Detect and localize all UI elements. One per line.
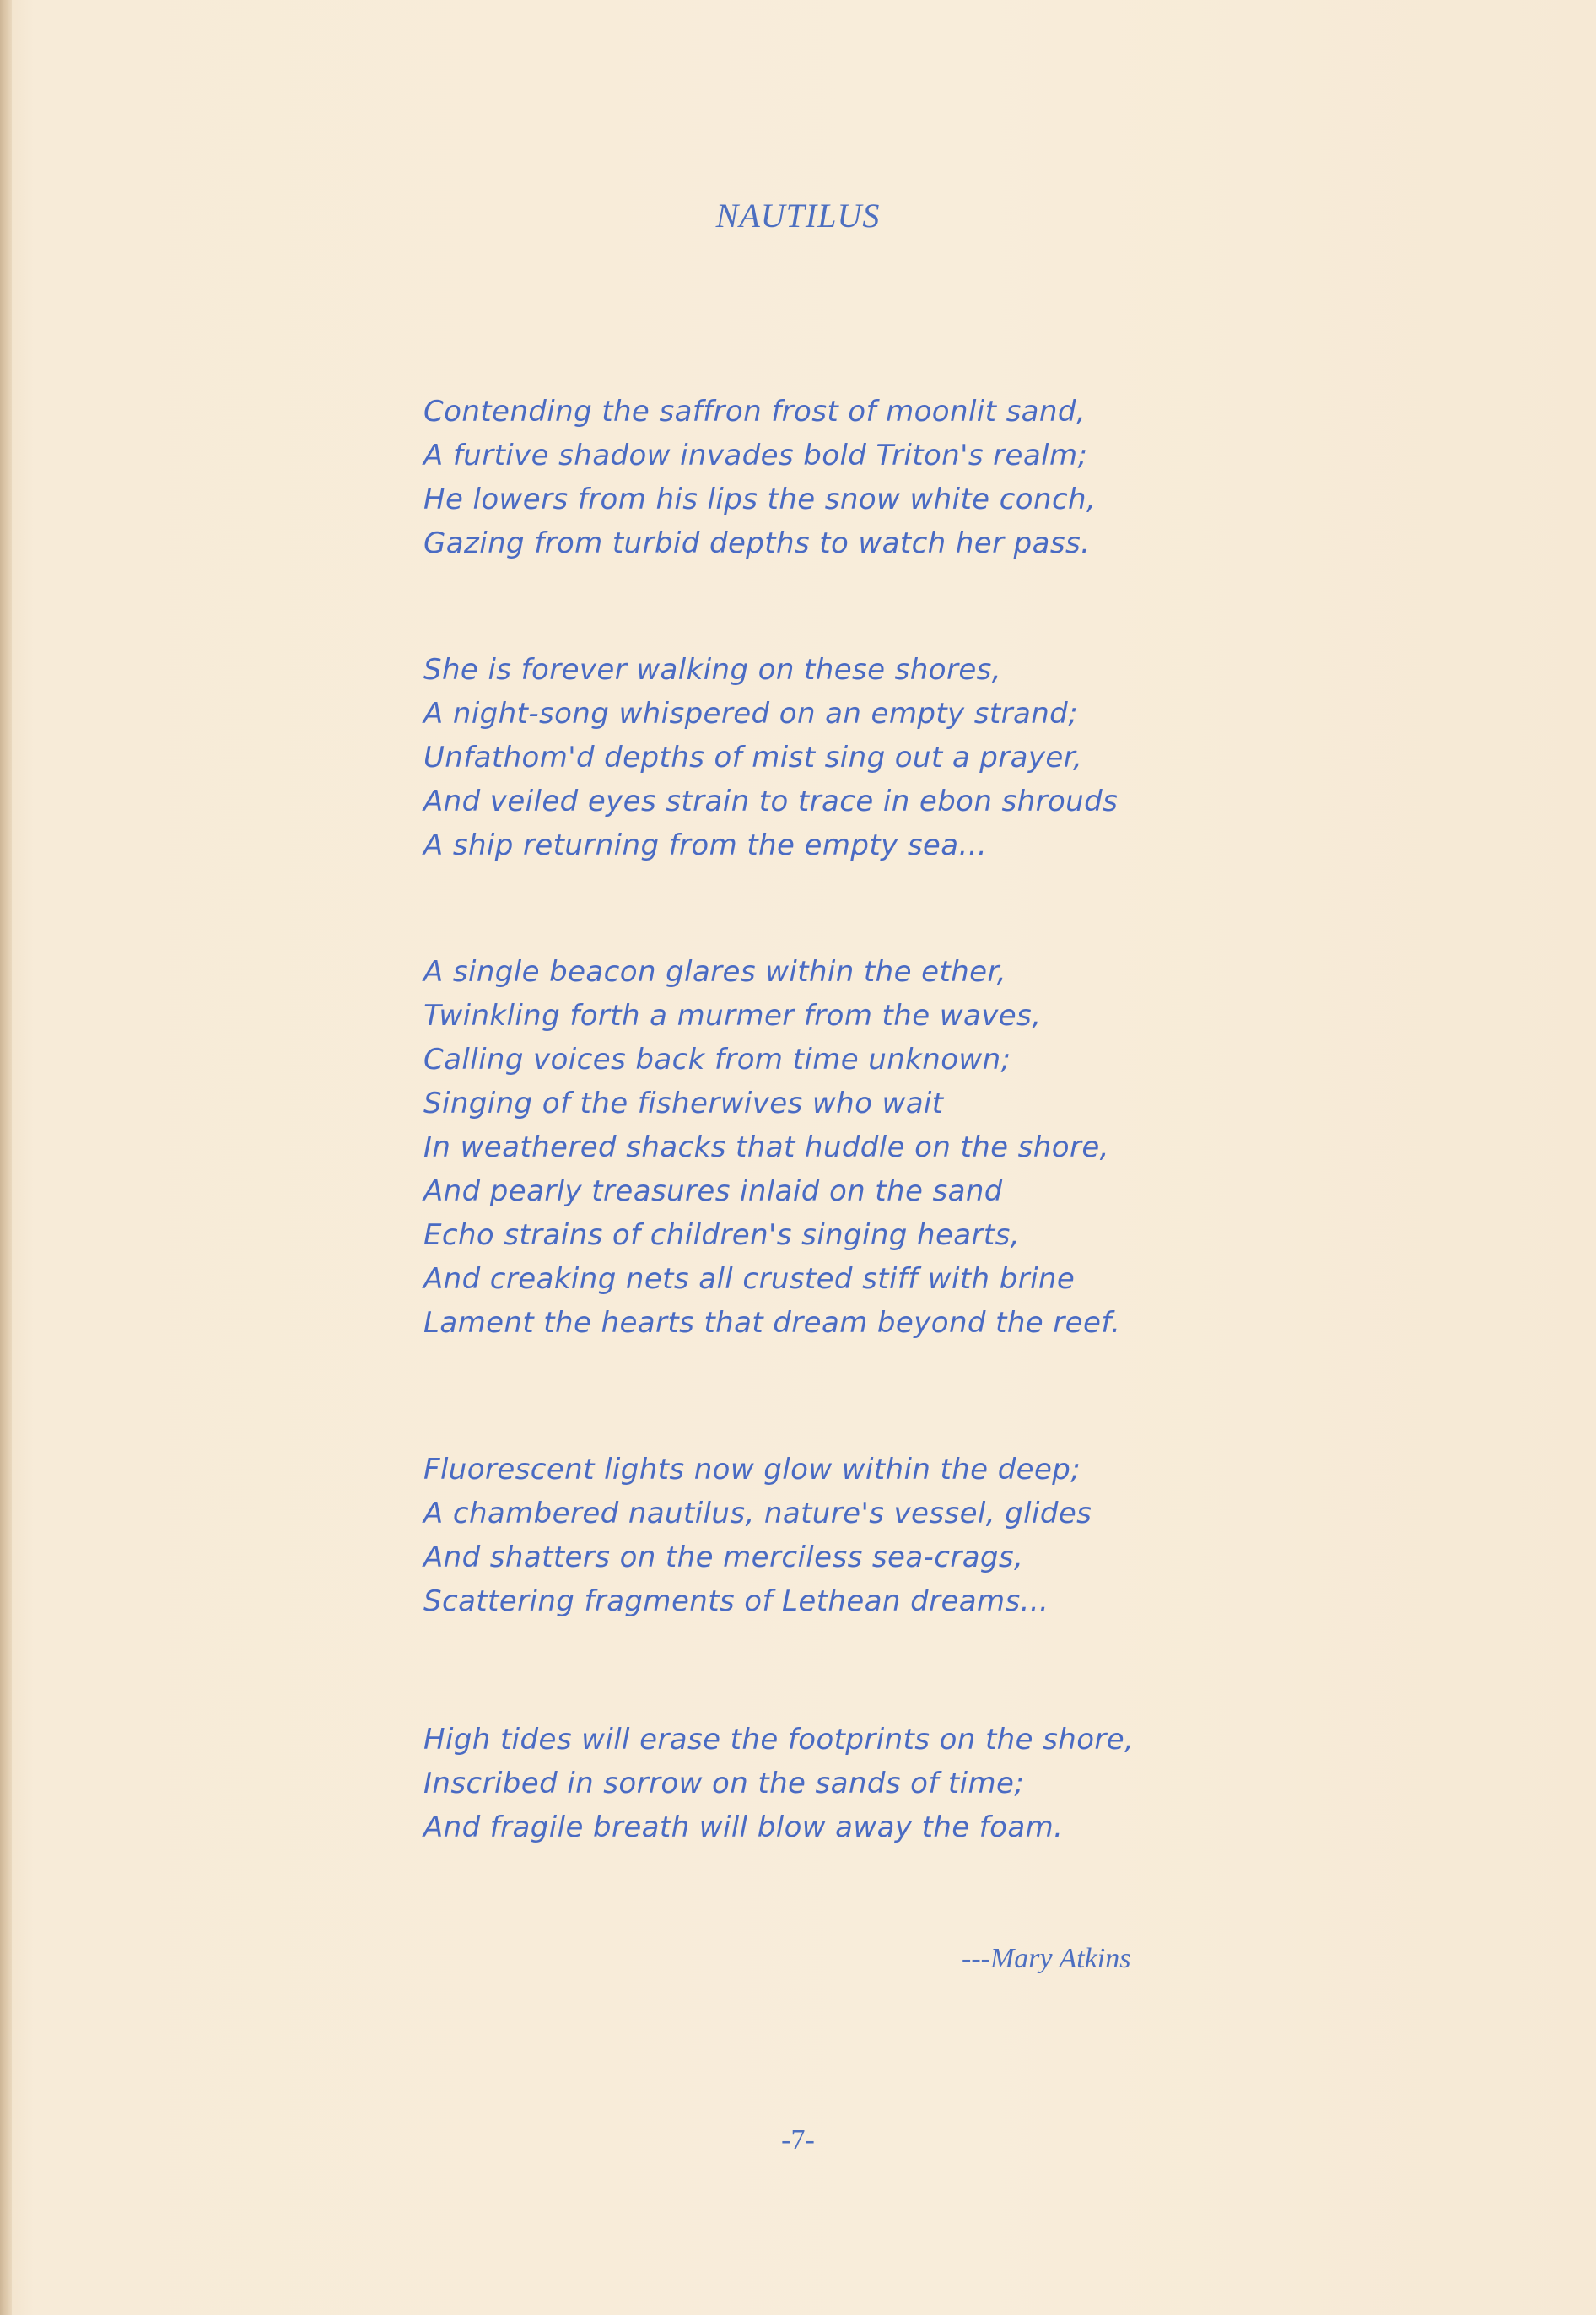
stanza-3 bbox=[423, 950, 1267, 1345]
poem-line: A night-song whispered on an empty strand; bbox=[423, 697, 1079, 731]
poem-line: Calling voices back from time unknown; bbox=[423, 1043, 1011, 1077]
poem-line: And fragile breath will blow away the foam. bbox=[423, 1810, 1064, 1844]
poem-line: Contending the saffron frost of moonlit sand, bbox=[423, 395, 1086, 429]
stanza-1 bbox=[423, 390, 1267, 565]
poem-line: And pearly treasures inlaid on the sand bbox=[423, 1174, 1003, 1208]
binding-edge bbox=[0, 0, 12, 2315]
poem-line: Twinkling forth a murmer from the waves, bbox=[423, 999, 1042, 1033]
page-number: -7- bbox=[781, 2124, 815, 2156]
poem-line: Inscribed in sorrow on the sands of time; bbox=[423, 1767, 1025, 1800]
poem-line: A ship returning from the empty sea... bbox=[423, 828, 988, 862]
poem-line: A single beacon glares within the ether, bbox=[423, 955, 1006, 989]
stanza-gap bbox=[423, 867, 1267, 950]
poem-line: Lament the hearts that dream beyond the reef. bbox=[423, 1306, 1121, 1340]
poem-line: Singing of the fisherwives who wait bbox=[423, 1087, 944, 1120]
stanza-gap bbox=[423, 1623, 1267, 1718]
poem-line: Scattering fragments of Lethean dreams... bbox=[423, 1584, 1049, 1618]
poem-line: Unfathom'd depths of mist sing out a prayer, bbox=[423, 741, 1083, 774]
stanza-5 bbox=[423, 1718, 1267, 1849]
author-signature: ---Mary Atkins bbox=[962, 1943, 1131, 1974]
poem-line: Gazing from turbid depths to watch her pass. bbox=[423, 526, 1091, 560]
poem-line: In weathered shacks that huddle on the shore, bbox=[423, 1131, 1109, 1164]
poem-line: High tides will erase the footprints on the shore, bbox=[423, 1723, 1135, 1756]
poem-line: Fluorescent lights now glow within the deep; bbox=[423, 1453, 1081, 1487]
poem-body bbox=[423, 390, 1267, 1849]
stanza-4 bbox=[423, 1448, 1267, 1623]
stanza-2 bbox=[423, 648, 1267, 867]
poem-line: She is forever walking on these shores, bbox=[423, 653, 1001, 687]
poem-line: He lowers from his lips the snow white conch, bbox=[423, 483, 1097, 516]
poem-title: NAUTILUS bbox=[715, 197, 881, 235]
poem-line: And veiled eyes strain to trace in ebon shrouds bbox=[423, 785, 1119, 818]
poem-line: A chambered nautilus, nature's vessel, glides bbox=[423, 1497, 1092, 1530]
poem-line: Echo strains of children's singing hearts, bbox=[423, 1218, 1020, 1252]
poem-line: And creaking nets all crusted stiff with brine bbox=[423, 1262, 1076, 1296]
poem-line: A furtive shadow invades bold Triton's realm; bbox=[423, 439, 1088, 472]
stanza-gap bbox=[423, 565, 1267, 648]
poem-line: And shatters on the merciless sea-crags, bbox=[423, 1541, 1024, 1574]
stanza-gap bbox=[423, 1345, 1267, 1448]
